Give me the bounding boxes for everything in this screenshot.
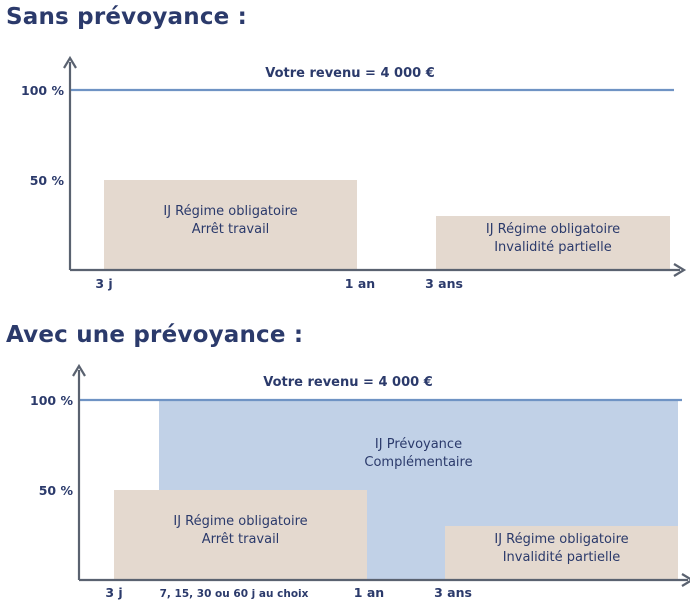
bar-2-label-1: IJ Régime obligatoire <box>173 514 308 529</box>
bar-1-label-1: IJ Régime obligatoire <box>163 204 298 219</box>
bar-2-label-2: Arrêt travail <box>201 532 280 547</box>
chart-2-title: Avec une prévoyance : <box>6 322 304 348</box>
bar-3-label-1: IJ Régime obligatoire <box>494 532 629 547</box>
y-tick-label-2: 50 % <box>38 483 73 498</box>
bar-1-label-2: Arrêt travail <box>191 222 270 237</box>
reference-line-label: Votre revenu = 4 000 € <box>265 66 435 81</box>
x-tick-label-2: 7, 15, 30 ou 60 j au choix <box>159 588 309 600</box>
y-tick-label-2: 50 % <box>29 173 64 188</box>
bar-2-label-2: Invalidité partielle <box>494 240 612 255</box>
x-tick-label-4: 3 ans <box>434 585 472 600</box>
x-tick-label-3: 3 ans <box>425 276 463 291</box>
bar-2-label-1: IJ Régime obligatoire <box>485 222 621 237</box>
chart-avec-prevoyance <box>0 310 690 607</box>
chart-sans-prevoyance <box>0 0 690 300</box>
x-tick-label-1: 3 j <box>95 276 113 291</box>
bar-3-label-2: Invalidité partielle <box>502 550 621 565</box>
bar-1-label-1: IJ Prévoyance <box>374 437 463 452</box>
bar-1-label-2: Complémentaire <box>364 455 473 470</box>
x-tick-label-1: 3 j <box>105 585 123 600</box>
x-tick-label-3: 1 an <box>353 585 385 600</box>
chart-1-title: Sans prévoyance : <box>6 4 248 30</box>
y-tick-label-1: 100 % <box>30 393 73 408</box>
y-tick-label-1: 100 % <box>21 83 64 98</box>
x-tick-label-2: 1 an <box>344 276 376 291</box>
reference-line-label: Votre revenu = 4 000 € <box>263 375 433 390</box>
